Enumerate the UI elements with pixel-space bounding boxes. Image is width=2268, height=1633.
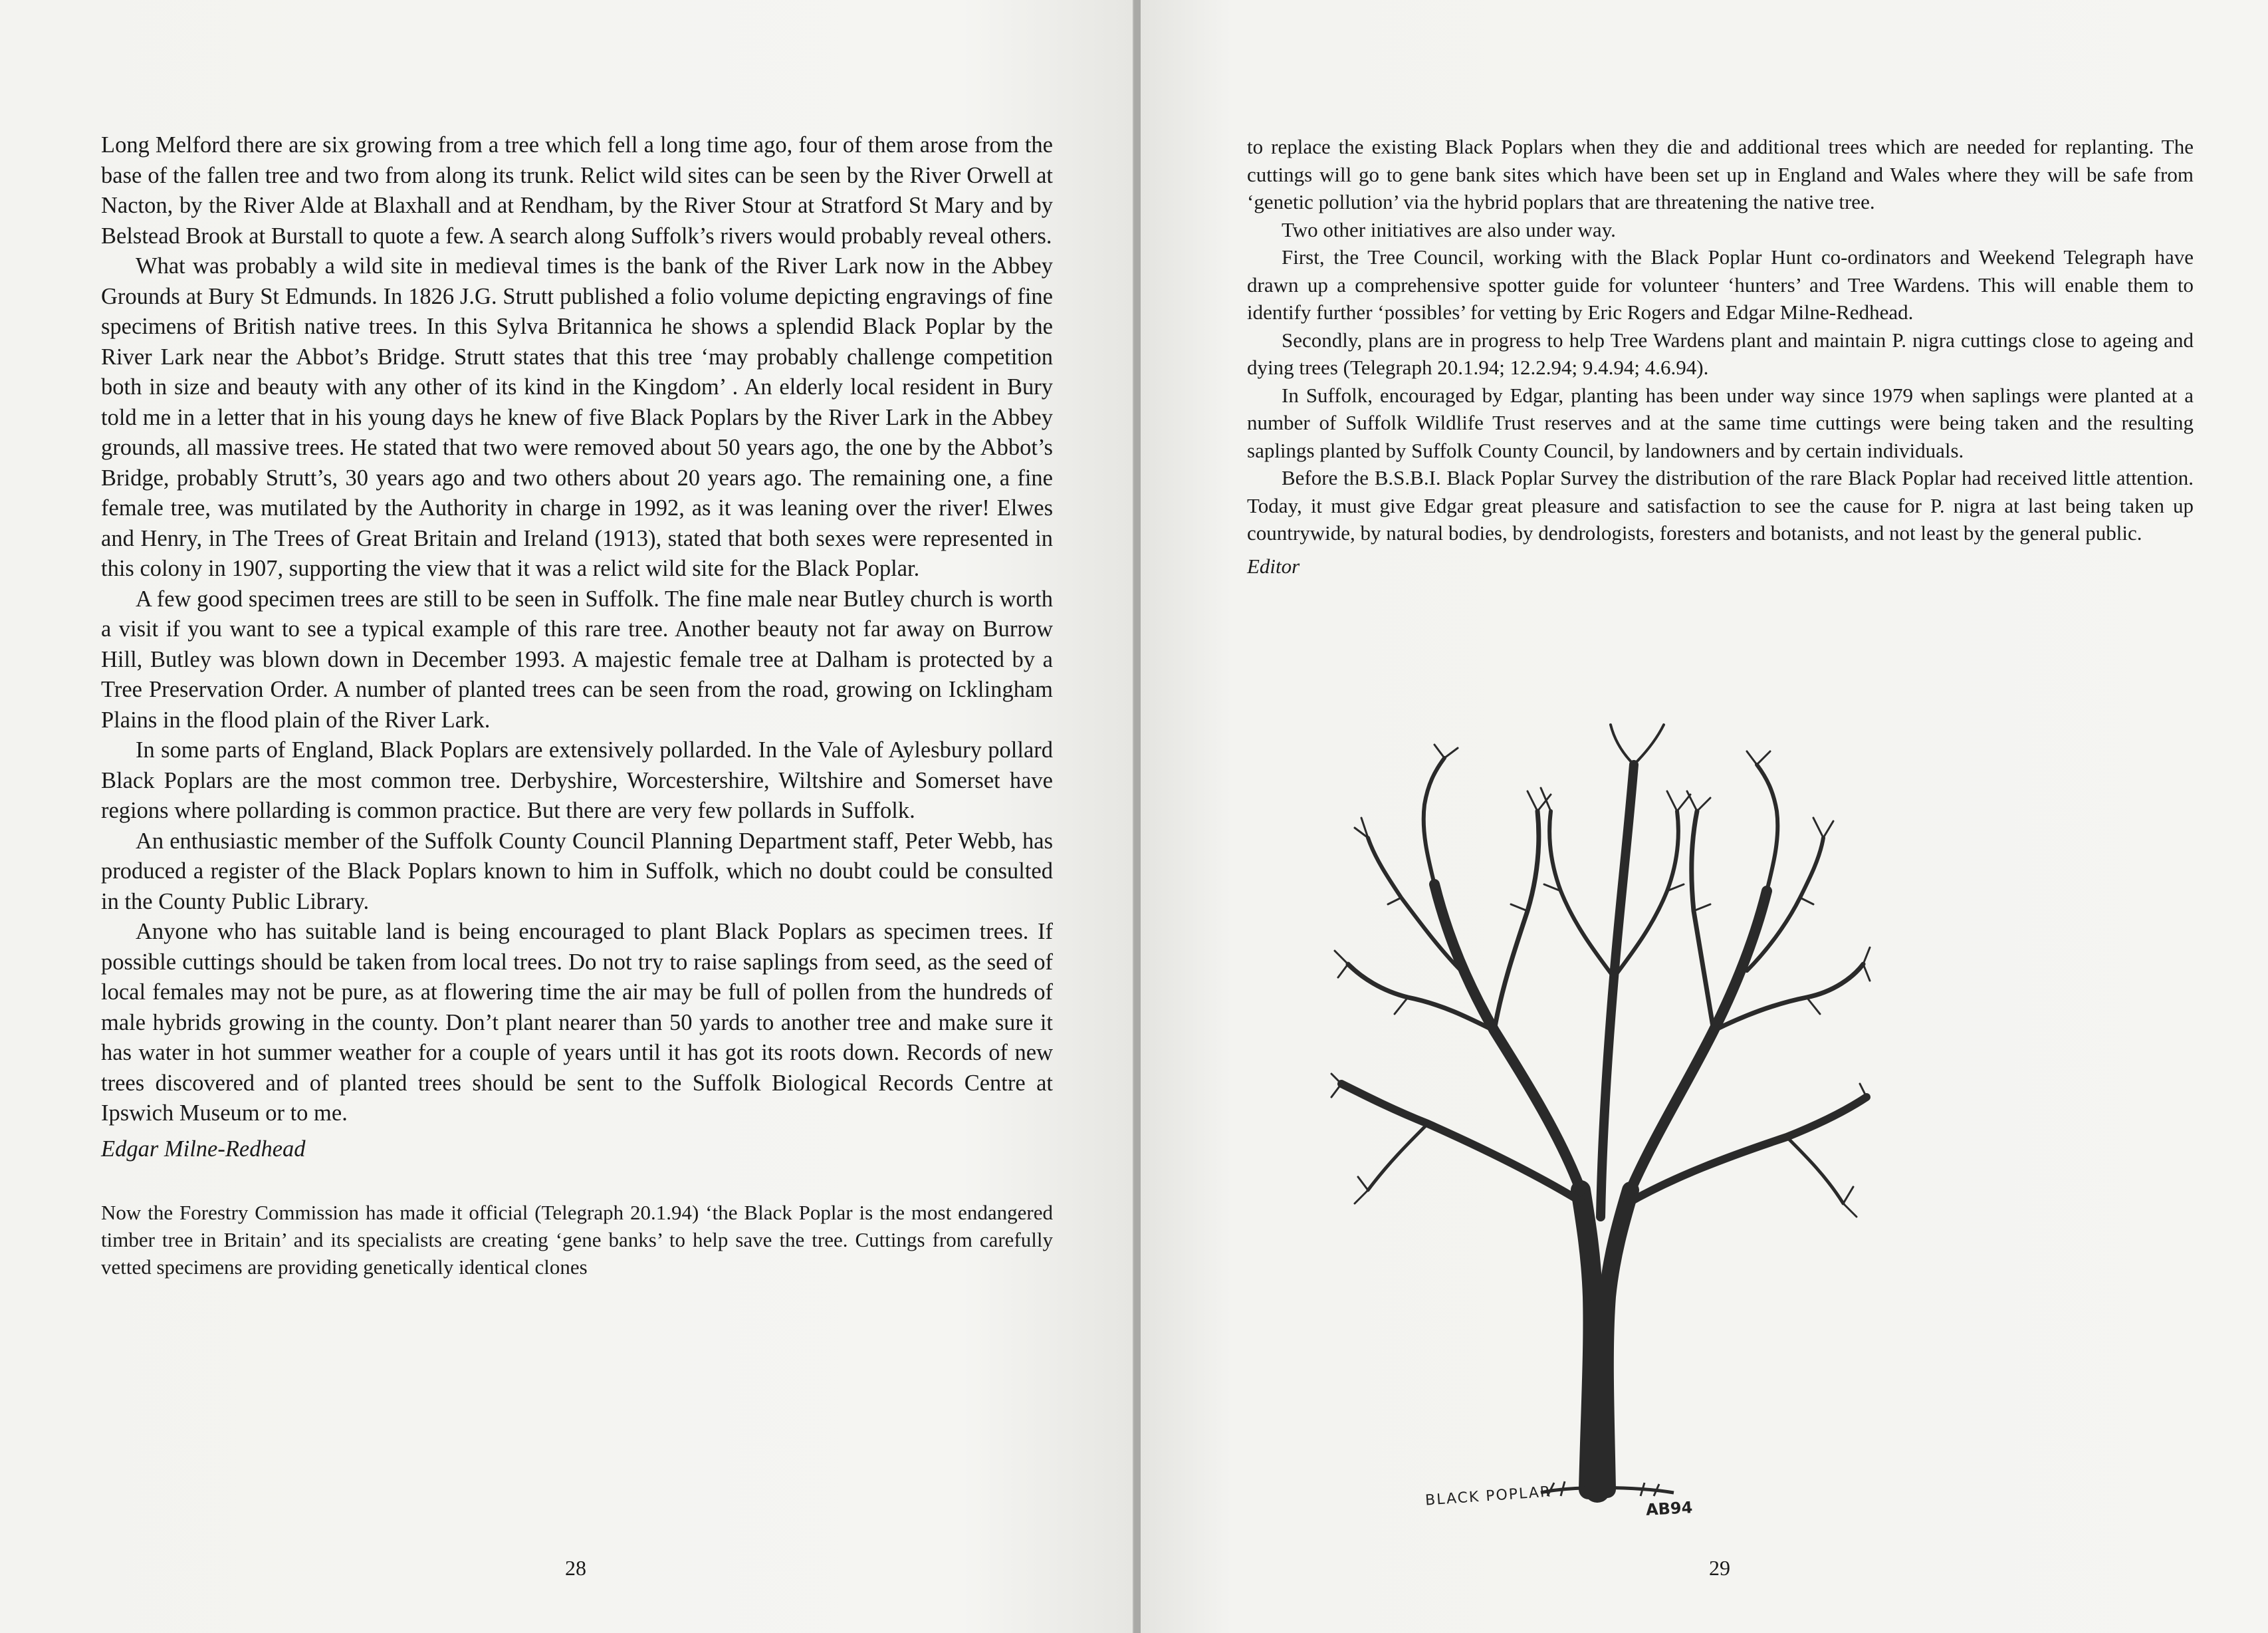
right-text-column [1247,133,2194,580]
editor-signature: Editor [1247,554,1300,578]
illustration-caption: BLACK POPLAR [1424,1483,1552,1509]
page-right [1141,0,2268,1633]
book-gutter [1134,0,1141,1633]
paragraph: What was probably a wild site in medieval times is the bank of the River Lark now in the Abbey Grounds at Bury St Edmunds. In 1826 J.G. Strutt published a folio volume depicting engravings of fine specimens of British native trees. In this Sylva Britannica he shows a splendid Black Poplar by the River Lark near the Abbot’s Bridge. Strutt states that this tree ‘may probably challenge competition both in size and beauty with any other of its kind in the Kingdom’ . An elderly local resident in Bury told me in a letter that in his young days he knew of five Black Poplars by the River Lark in the Abbey grounds, all massive trees. He stated that two were removed about 50 years ago, the one by the Abbot’s Bridge, probably Strutt’s, 30 years ago and two others about 20 years ago. The remaining one, a fine female tree, was mutilated by the Authority in charge in 1992, as it was leaning over the river! Elwes and Henry, in The Trees of Great Britain and Ireland (1913), stated that both sexes were represented in this colony in 1907, supporting the view that it was a relict wild site for the Black Poplar. [101,253,1053,581]
forestry-note: Now the Forestry Commission has made it official (Telegraph 20.1.94) ‘the Black Poplar is the most endangered timber tree in Britain’ and its specialists are creating ‘gene banks’ to help save the tree. Cuttings from carefully vetted specimens are providing genetically identical clones [101,1201,1053,1279]
paragraph: to replace the existing Black Poplars when they die and additional trees which are needed for replanting. The cuttings will go to gene bank sites which have been set up in England and Wales where they will be safe from ‘genetic pollution’ via the hybrid poplars that are threatening the native tree. [1247,135,2194,213]
paragraph: An enthusiastic member of the Suffolk County Council Planning Department staff, Peter Webb, has produced a register of the Black Poplars known to him in Suffolk, which no doubt could be consulted in the County Public Library. [101,828,1053,914]
author-signature: Edgar Milne-Redhead [101,1136,306,1162]
paragraph: In some parts of England, Black Poplars are extensively pollarded. In the Vale of Aylesbury pollard Black Poplars are the most common tree. Derbyshire, Worcestershire, Wiltshire and Somerset have regions where pollarding is common practice. But there are very few pollards in Suffolk. [101,737,1053,823]
left-text-column [101,130,1053,1281]
black-poplar-illustration [1328,711,1873,1536]
illustration-initials: AB94 [1645,1498,1693,1519]
paragraph: Before the B.S.B.I. Black Poplar Survey the distribution of the rare Black Poplar had received little attention. Today, it must give Edgar great pleasure and satisfaction to see the cause for P. nigra at last being taken up countrywide, by natural bodies, by dendrologists, foresters and botanists, and not least by the general public. [1247,466,2194,545]
paragraph: Long Melford there are six growing from a tree which fell a long time ago, four of them arose from the base of the fallen tree and two from along its trunk. Relict wild sites can be seen by the River Orwell at Nacton, by the River Alde at Blaxhall and at Rendham, by the River Stour at Stratford St Mary and by Belstead Brook at Burstall to quote a few. A search along Suffolk’s rivers would probably reveal others. [101,132,1053,249]
page-number: 28 [565,1556,586,1580]
paragraph: Two other initiatives are also under way. [1282,217,1616,241]
page-number: 29 [1709,1556,1730,1580]
paragraph: Secondly, plans are in progress to help Tree Wardens plant and maintain P. nigra cuttings close to ageing and dying trees (Telegraph 20.1.94; 12.2.94; 9.4.94; 4.6.94). [1247,328,2194,379]
paragraph: A few good specimen trees are still to be seen in Suffolk. The fine male near Butley church is worth a visit if you want to see a typical example of this rare tree. Another beauty not far away on Burrow Hill, Butley was blown down in December 1993. A majestic female tree at Dalham is protected by a Tree Preservation Order. A number of planted trees can be seen from the road, growing on Icklingham Plains in the flood plain of the River Lark. [101,586,1053,733]
paragraph: In Suffolk, encouraged by Edgar, planting has been under way since 1979 when saplings were planted at a number of Suffolk Wildlife Trust reserves and at the same time cuttings were being taken and the resulting saplings planted by Suffolk County Council, by landowners and by certain individuals. [1247,383,2194,462]
paragraph: Anyone who has suitable land is being encouraged to plant Black Poplars as specimen trees. If possible cuttings should be taken from local trees. Do not try to raise saplings from seed, as the seed of local females may not be pure, as at flowering time the air may be full of pollen from the hundreds of male hybrids growing in the county. Don’t plant nearer than 50 yards to another tree and make sure it has water in hot summer weather for a couple of years until it has got its roots down. Records of new trees discovered and of planted trees should be sent to the Suffolk Biological Records Centre at Ipswich Museum or to me. [101,919,1053,1126]
paragraph: First, the Tree Council, working with the Black Poplar Hunt co-ordinators and Weekend Telegraph have drawn up a comprehensive spotter guide for volunteer ‘hunters’ and Tree Wardens. This will enable them to identify further ‘possibles’ for vetting by Eric Rogers and Edgar Milne-Redhead. [1247,245,2194,324]
